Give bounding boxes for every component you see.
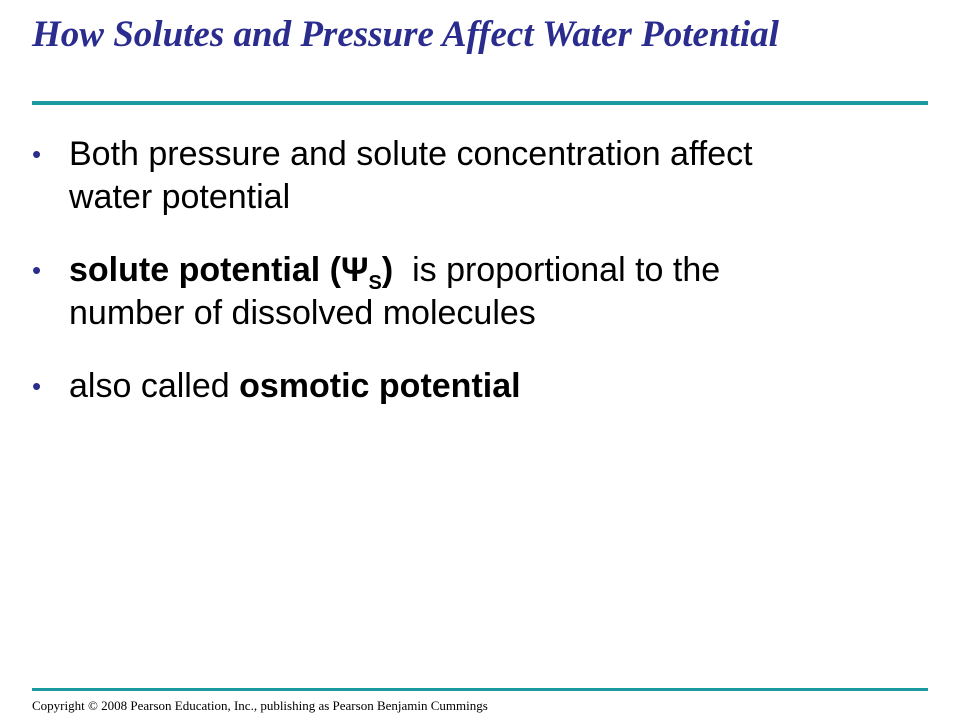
bullet-text-line1: Both pressure and solute concentration affect	[69, 135, 753, 173]
term-subscript: S	[368, 272, 382, 294]
term-osmotic-potential: osmotic potential	[239, 367, 521, 405]
bullet-text-line2: water potential	[69, 178, 291, 216]
bullet-item-osmotic-potential	[32, 365, 912, 408]
copyright-notice: Copyright © 2008 Pearson Education, Inc., publishing as Pearson Benjamin Cummings	[32, 698, 488, 713]
slide-title: How Solutes and Pressure Affect Water Potential	[32, 14, 779, 55]
bullet-item-solute-potential	[32, 249, 912, 335]
footer-divider	[32, 688, 928, 691]
bullet-text-line2: number of dissolved molecules	[69, 294, 536, 332]
title-divider	[32, 101, 928, 105]
bullet-item-pressure-solute	[32, 133, 912, 219]
term-close-paren: )	[381, 251, 394, 289]
bullet-dot: •	[32, 255, 42, 285]
bullet-list	[32, 133, 912, 408]
bullet-text-line1: is proportional to the	[393, 251, 721, 289]
term-solute-potential: solute potential (Ψ	[69, 251, 369, 289]
bullet-dot: •	[32, 139, 42, 169]
bullet-dot: •	[32, 371, 42, 401]
bullet-text: also called	[69, 367, 240, 405]
